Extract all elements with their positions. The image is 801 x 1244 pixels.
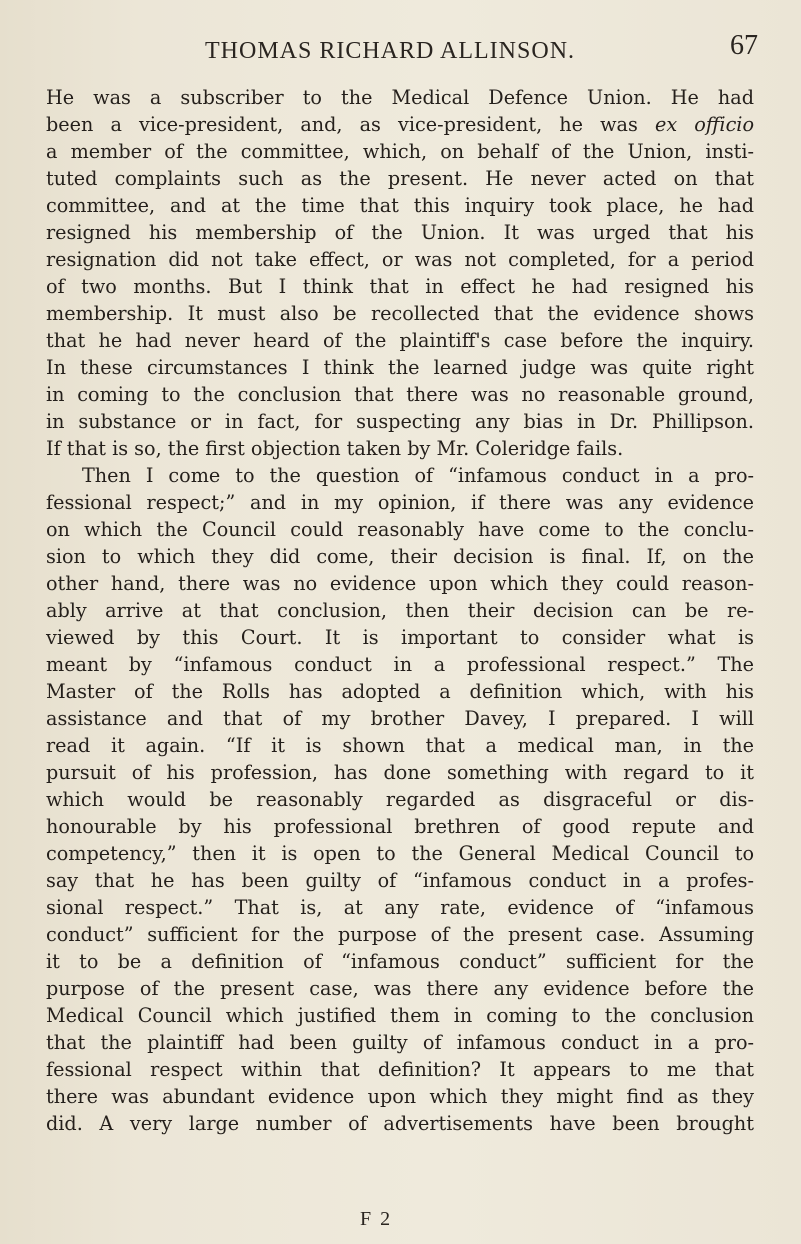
text-line: that he had never heard of the plaintiff's case before the inquiry. xyxy=(46,329,754,352)
signature-mark: F 2 xyxy=(360,1208,393,1230)
text-line: He was a subscriber to the Medical Defence Union. He had xyxy=(46,86,754,109)
text-line: committee, and at the time that this inquiry took place, he had xyxy=(46,194,754,217)
text-line: say that he has been guilty of “infamous conduct in a profes- xyxy=(46,869,754,892)
text-line: resigned his membership of the Union. It was urged that his xyxy=(46,221,754,244)
text-line: assistance and that of my brother Davey, I prepared. I will xyxy=(46,707,754,730)
text-line: competency,” then it is open to the General Medical Council to xyxy=(46,842,754,865)
text-line: pursuit of his profession, has done something with regard to it xyxy=(46,761,754,784)
text-line: on which the Council could reasonably have come to the conclu- xyxy=(46,518,754,541)
text-line: in substance or in fact, for suspecting any bias in Dr. Phillipson. xyxy=(46,410,754,433)
text-line: there was abundant evidence upon which they might find as they xyxy=(46,1085,754,1108)
text-line: honourable by his professional brethren of good repute and xyxy=(46,815,754,838)
body-text xyxy=(46,84,754,1137)
text-line: Master of the Rolls has adopted a definition which, with his xyxy=(46,680,754,703)
text-line: in coming to the conclusion that there was no reasonable ground, xyxy=(46,383,754,406)
text-line: a member of the committee, which, on behalf of the Union, insti- xyxy=(46,140,754,163)
text-line: resignation did not take effect, or was not completed, for a period xyxy=(46,248,754,271)
text-line: Then I come to the question of “infamous conduct in a pro- xyxy=(82,464,754,487)
running-head: THOMAS RICHARD ALLINSON. xyxy=(205,38,576,64)
text-line: of two months. But I think that in effect he had resigned his xyxy=(46,275,754,298)
text-line: In these circumstances I think the learned judge was quite right xyxy=(46,356,754,379)
text-line: conduct” sufficient for the purpose of the present case. Assuming xyxy=(46,923,754,946)
text-line: that the plaintiff had been guilty of infamous conduct in a pro- xyxy=(46,1031,754,1054)
text-line: If that is so, the first objection taken by Mr. Coleridge fails. xyxy=(46,437,624,460)
text-line: Medical Council which justified them in coming to the conclusion xyxy=(46,1004,754,1027)
text-line: ably arrive at that conclusion, then their decision can be re- xyxy=(46,599,754,622)
text-line: which would be reasonably regarded as disgraceful or dis- xyxy=(46,788,754,811)
text-line: it to be a definition of “infamous conduct” sufficient for the xyxy=(46,950,754,973)
text-line: fessional respect;” and in my opinion, if there was any evidence xyxy=(46,491,754,514)
text-line: membership. It must also be recollected that the evidence shows xyxy=(46,302,754,325)
text-line: sional respect.” That is, at any rate, evidence of “infamous xyxy=(46,896,754,919)
text-line: sion to which they did come, their decision is final. If, on the xyxy=(46,545,754,568)
italic-phrase: ex officio xyxy=(654,113,754,136)
text-line: tuted complaints such as the present. He never acted on that xyxy=(46,167,754,190)
text-line: other hand, there was no evidence upon which they could reason- xyxy=(46,572,754,595)
text-line: viewed by this Court. It is important to consider what is xyxy=(46,626,754,649)
page-number: 67 xyxy=(730,30,758,61)
text-line: been a vice-president, and, as vice-president, he was ex officio xyxy=(46,113,754,136)
text-line: purpose of the present case, was there any evidence before the xyxy=(46,977,754,1000)
text-line: read it again. “If it is shown that a medical man, in the xyxy=(46,734,754,757)
text-line: fessional respect within that definition? It appears to me that xyxy=(46,1058,754,1081)
text-line: meant by “infamous conduct in a professional respect.” The xyxy=(46,653,754,676)
text-line: did. A very large number of advertisements have been brought xyxy=(46,1112,754,1135)
